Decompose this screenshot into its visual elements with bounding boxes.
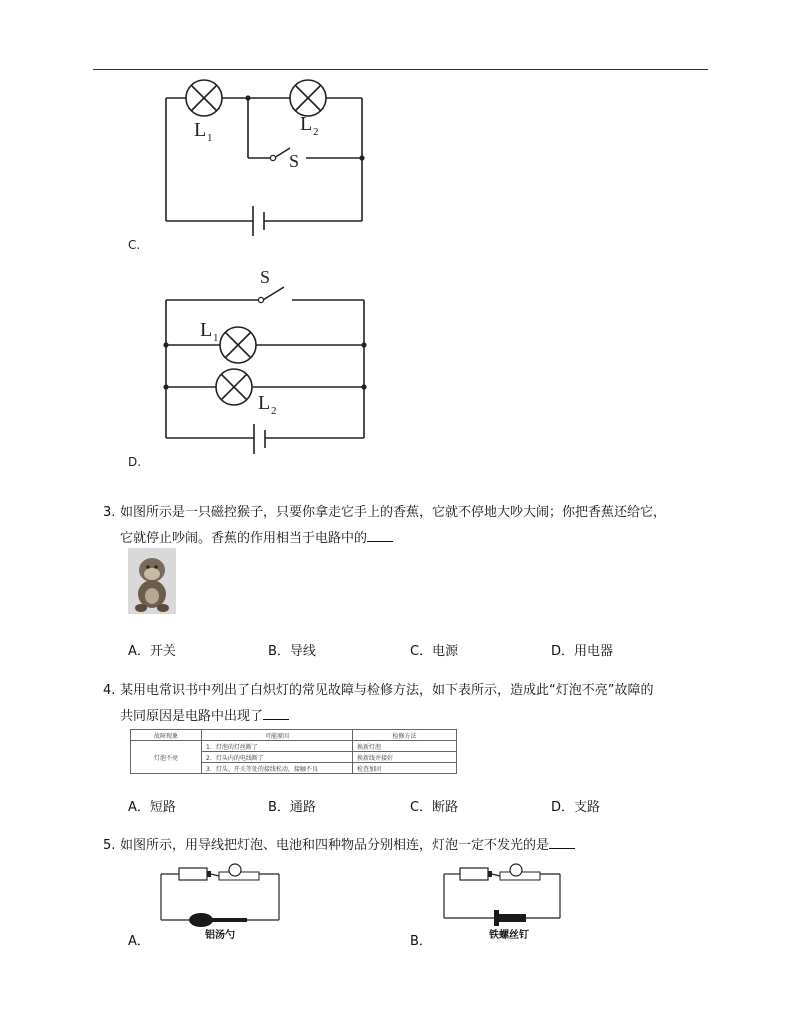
q4-choice-b-letter: B． [268, 800, 290, 815]
q5-choice-b[interactable]: B． [410, 934, 432, 949]
q3-line-2 [120, 526, 720, 552]
fault-table-cause: 2．灯头内的电线断了 [202, 752, 353, 763]
option-c-label: C. [128, 238, 141, 252]
q3-choice-a-text: 开关 [149, 644, 176, 659]
fault-table-header-cause: 可能原因 [202, 730, 353, 741]
fault-table-header-fix: 检修方法 [353, 730, 457, 741]
q4-line-2 [120, 704, 720, 730]
label-l2-d: L [258, 392, 271, 414]
q4-choice-d[interactable] [551, 796, 600, 815]
q4-choice-c-letter: C． [410, 800, 433, 815]
monkey-toy-image [128, 548, 176, 614]
option-d-label: D. [128, 455, 142, 469]
label-l1-c: L [194, 119, 207, 141]
q5-choice-a[interactable]: A． [128, 934, 150, 949]
q3-choice-a-letter: A． [128, 644, 150, 659]
q3-choice-c-text: 电源 [432, 644, 459, 659]
fault-table [130, 729, 457, 774]
fault-table-fix: 检查加固 [353, 763, 457, 774]
q3-choice-d[interactable] [551, 640, 613, 659]
q4-choice-c[interactable] [410, 796, 458, 815]
circuit-c-diagram [150, 78, 380, 248]
q3-choice-b-text: 导线 [289, 644, 316, 659]
label-switch-d: S [260, 267, 271, 287]
q3-answer-blank [367, 529, 393, 542]
battery-icon [179, 868, 211, 880]
q4-answer-blank [263, 707, 289, 720]
q4-choice-a[interactable] [128, 796, 176, 815]
lamp-l2-d [216, 369, 252, 405]
q5-line-1 [120, 833, 720, 859]
q4-line-2-text: 共同原因是电路中出现了 [120, 709, 264, 724]
q5-line-1-text: 如图所示，用导线把灯泡、电池和四种物品分别相连，灯泡一定不发光的是 [120, 838, 550, 853]
q3-number: 3. [103, 505, 116, 520]
fault-table-cause: 1．灯泡的灯丝断了 [202, 741, 353, 752]
circuit-d-diagram [150, 262, 380, 462]
label-switch-c: S [289, 151, 300, 171]
bulb-icon [211, 864, 259, 880]
table-row [131, 741, 457, 752]
q4-choice-a-text: 短路 [149, 800, 176, 815]
q4-choice-c-text: 断路 [432, 800, 459, 815]
q3-line-1: 如图所示是一只磁控猴子，只要你拿走它手上的香蕉，它就不停地大吵大闹；你把香蕉还给它， [120, 505, 667, 520]
iron-screw-icon [494, 910, 526, 926]
battery-icon [460, 868, 492, 880]
label-l1-sub-d: 1 [213, 332, 219, 344]
q3-choice-b[interactable] [268, 640, 316, 659]
q5-figure-a [155, 862, 285, 934]
lamp-l2-c [290, 80, 326, 116]
q3-line-2-text: 它就停止吵闹。香蕉的作用相当于电路中的 [120, 531, 368, 546]
q5-caption-b: 铁螺丝钉 [489, 930, 529, 941]
label-l2-c: L [300, 113, 313, 135]
q4-choice-d-letter: D． [551, 800, 575, 815]
q4-choice-d-text: 支路 [574, 800, 601, 815]
q4-line-1: 某用电常识书中列出了白炽灯的常见故障与检修方法，如下表所示，造成此“灯泡不亮”故障的 [120, 683, 654, 698]
lamp-l1-d [220, 327, 256, 363]
fault-table-cause: 3．灯头、开关等处的接线松动，接触不良 [202, 763, 353, 774]
q3-choice-c[interactable] [410, 640, 458, 659]
label-l2-sub-c: 2 [313, 126, 319, 138]
fault-table-header [131, 730, 457, 741]
lamp-l1-c [186, 80, 222, 116]
q5-caption-a: 铝汤勺 [205, 930, 235, 941]
q5-answer-blank [549, 836, 575, 849]
label-l1-d: L [200, 319, 213, 341]
aluminum-spoon-icon [189, 913, 247, 927]
q3-choice-b-letter: B． [268, 644, 290, 659]
q3-choice-d-text: 用电器 [574, 644, 614, 659]
q4-choice-a-letter: A． [128, 800, 150, 815]
label-l2-sub-d: 2 [271, 405, 277, 417]
q4-number: 4. [103, 683, 116, 698]
q5-text [120, 833, 720, 859]
q3-text [120, 500, 720, 552]
q3-choice-d-letter: D． [551, 644, 575, 659]
q3-choice-c-letter: C． [410, 644, 433, 659]
fault-table-fix: 换新灯泡 [353, 741, 457, 752]
q4-text [120, 678, 720, 730]
q3-choice-a[interactable] [128, 640, 176, 659]
header-rule [93, 69, 708, 70]
q5-number: 5. [103, 838, 116, 853]
q4-choice-b-text: 通路 [289, 800, 316, 815]
fault-table-symptom: 灯泡不亮 [131, 741, 202, 774]
fault-table-header-symptom: 故障现象 [131, 730, 202, 741]
label-l1-sub-c: 1 [207, 132, 213, 144]
bulb-icon [492, 864, 540, 880]
q4-choice-b[interactable] [268, 796, 316, 815]
fault-table-fix: 换新线并接好 [353, 752, 457, 763]
q5-figure-b [436, 858, 566, 930]
